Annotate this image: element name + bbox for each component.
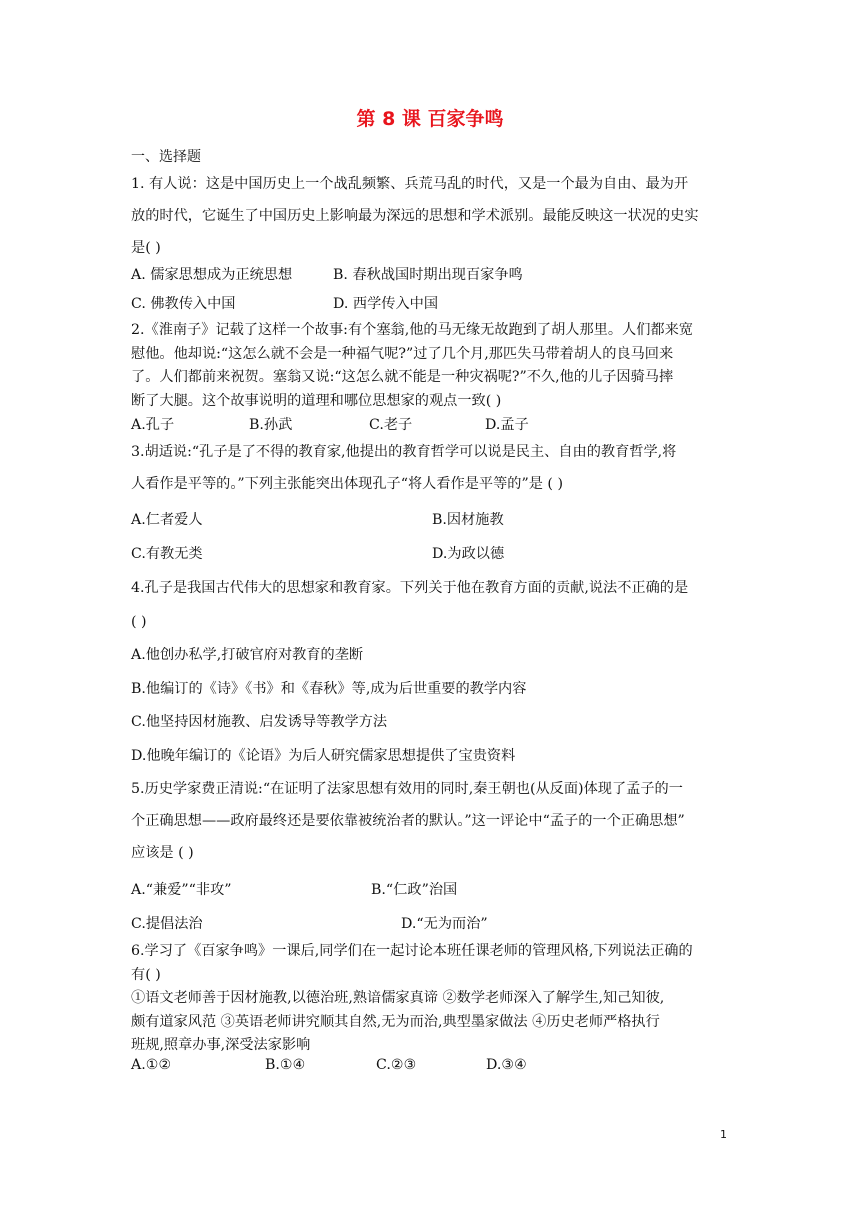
question-3 — [131, 436, 743, 500]
option-b: B.孙武 — [249, 417, 293, 433]
option-d: D.“无为而治” — [401, 916, 488, 932]
option-a: A.孔子 — [131, 417, 175, 433]
option-b: B.“仁政”治国 — [371, 882, 458, 898]
question-line: 6.学习了《百家争鸣》一课后,同学们在一起讨论本班任课老师的管理风格,下列说法正确的 — [131, 943, 693, 959]
question-line: ( ) — [131, 613, 147, 630]
question-line: 是( ) — [131, 240, 161, 256]
question-line: 3.胡适说:“孔子是了不得的教育家,他提出的教育哲学可以说是民主、自由的教育哲学,将 — [131, 444, 677, 460]
question-2 — [131, 319, 743, 413]
question-line: 个正确思想——政府最终还是要依靠被统治者的默认。”这一评论中“孟子的一个正确思想” — [131, 813, 685, 829]
option-c: C.提倡法治 — [131, 916, 203, 932]
option-c: C.他坚持因材施教、启发诱导等教学方法 — [131, 714, 388, 730]
question-line: ①语文老师善于因材施教,以德治班,熟谙儒家真谛 ②数学老师深入了解学生,知己知彼, — [131, 990, 665, 1006]
question-line: 班规,照章办事,深受法家影响 — [131, 1037, 311, 1053]
option-a: A. 儒家思想成为正统思想 — [131, 267, 293, 283]
question-line: 2.《淮南子》记载了这样一个故事:有个塞翁,他的马无缘无故跑到了胡人那里。人们都来宽 — [131, 322, 693, 338]
option-a: A.仁者爱人 — [131, 512, 203, 528]
question-line: 4.孔子是我国古代伟大的思想家和教育家。下列关于他在教育方面的贡献,说法不正确的是 — [131, 580, 689, 596]
option-d: D.他晚年编订的《论语》为后人研究儒家思想提供了宝贵资料 — [131, 747, 516, 764]
question-line: 放的时代，它诞生了中国历史上影响最为深远的思想和学术派别。最能反映这一状况的史实 — [131, 208, 699, 224]
question-line: 断了大腿。这个故事说明的道理和哪位思想家的观点一致( ) — [131, 392, 502, 409]
section-heading: 一、选择题 — [131, 149, 201, 165]
option-b: B. 春秋战国时期出现百家争鸣 — [333, 267, 523, 283]
option-a: A.他创办私学,打破官府对教育的垄断 — [131, 647, 364, 663]
option-c: C.老子 — [369, 417, 413, 433]
option-d: D. 西学传入中国 — [333, 296, 439, 312]
option-a: A.“兼爱”“非攻” — [131, 882, 232, 898]
option-b: B.①④ — [265, 1057, 306, 1073]
question-line: 1. 有人说：这是中国历史上一个战乱频繁、兵荒马乱的时代，又是一个最为自由、最为开 — [131, 176, 689, 192]
option-a: A.①② — [131, 1057, 172, 1073]
option-c: C.②③ — [376, 1057, 417, 1073]
question-line: 了。人们都前来祝贺。塞翁又说:“这怎么就不能是一种灾祸呢?”不久,他的儿子因骑马摔 — [131, 369, 674, 385]
question-line: 人看作是平等的。”下列主张能突出体现孔子“将人看作是平等的”是 ( ) — [131, 476, 564, 492]
page-title: 第 8 课 百家争鸣 — [356, 108, 504, 130]
option-b: B.他编订的《诗》《书》和《春秋》等,成为后世重要的教学内容 — [131, 680, 527, 697]
question-line: 应该是 ( ) — [131, 845, 194, 861]
option-c: C. 佛教传入中国 — [131, 296, 236, 312]
option-d: D.③④ — [486, 1057, 527, 1073]
option-b: B.因材施教 — [432, 512, 504, 528]
question-line: 5.历史学家费正清说:“在证明了法家思想有效用的同时,秦王朝也(从反面)体现了孟子的一 — [131, 781, 683, 797]
question-line: 颇有道家风范 ③英语老师讲究顺其自然,无为而治,典型墨家做法 ④历史老师严格执行 — [131, 1013, 660, 1030]
option-d: D.为政以德 — [432, 546, 505, 562]
question-line: 有( ) — [131, 966, 161, 983]
option-d: D.孟子 — [485, 417, 529, 433]
question-5 — [131, 773, 743, 869]
question-1 — [131, 168, 743, 264]
option-c: C.有教无类 — [131, 546, 203, 562]
question-6 — [131, 940, 743, 1058]
question-4 — [131, 572, 743, 773]
question-line: 慰他。他却说:“这怎么就不会是一种福气呢?”过了几个月,那匹失马带着胡人的良马回来 — [131, 345, 674, 362]
page-number: 1 — [720, 1128, 727, 1141]
